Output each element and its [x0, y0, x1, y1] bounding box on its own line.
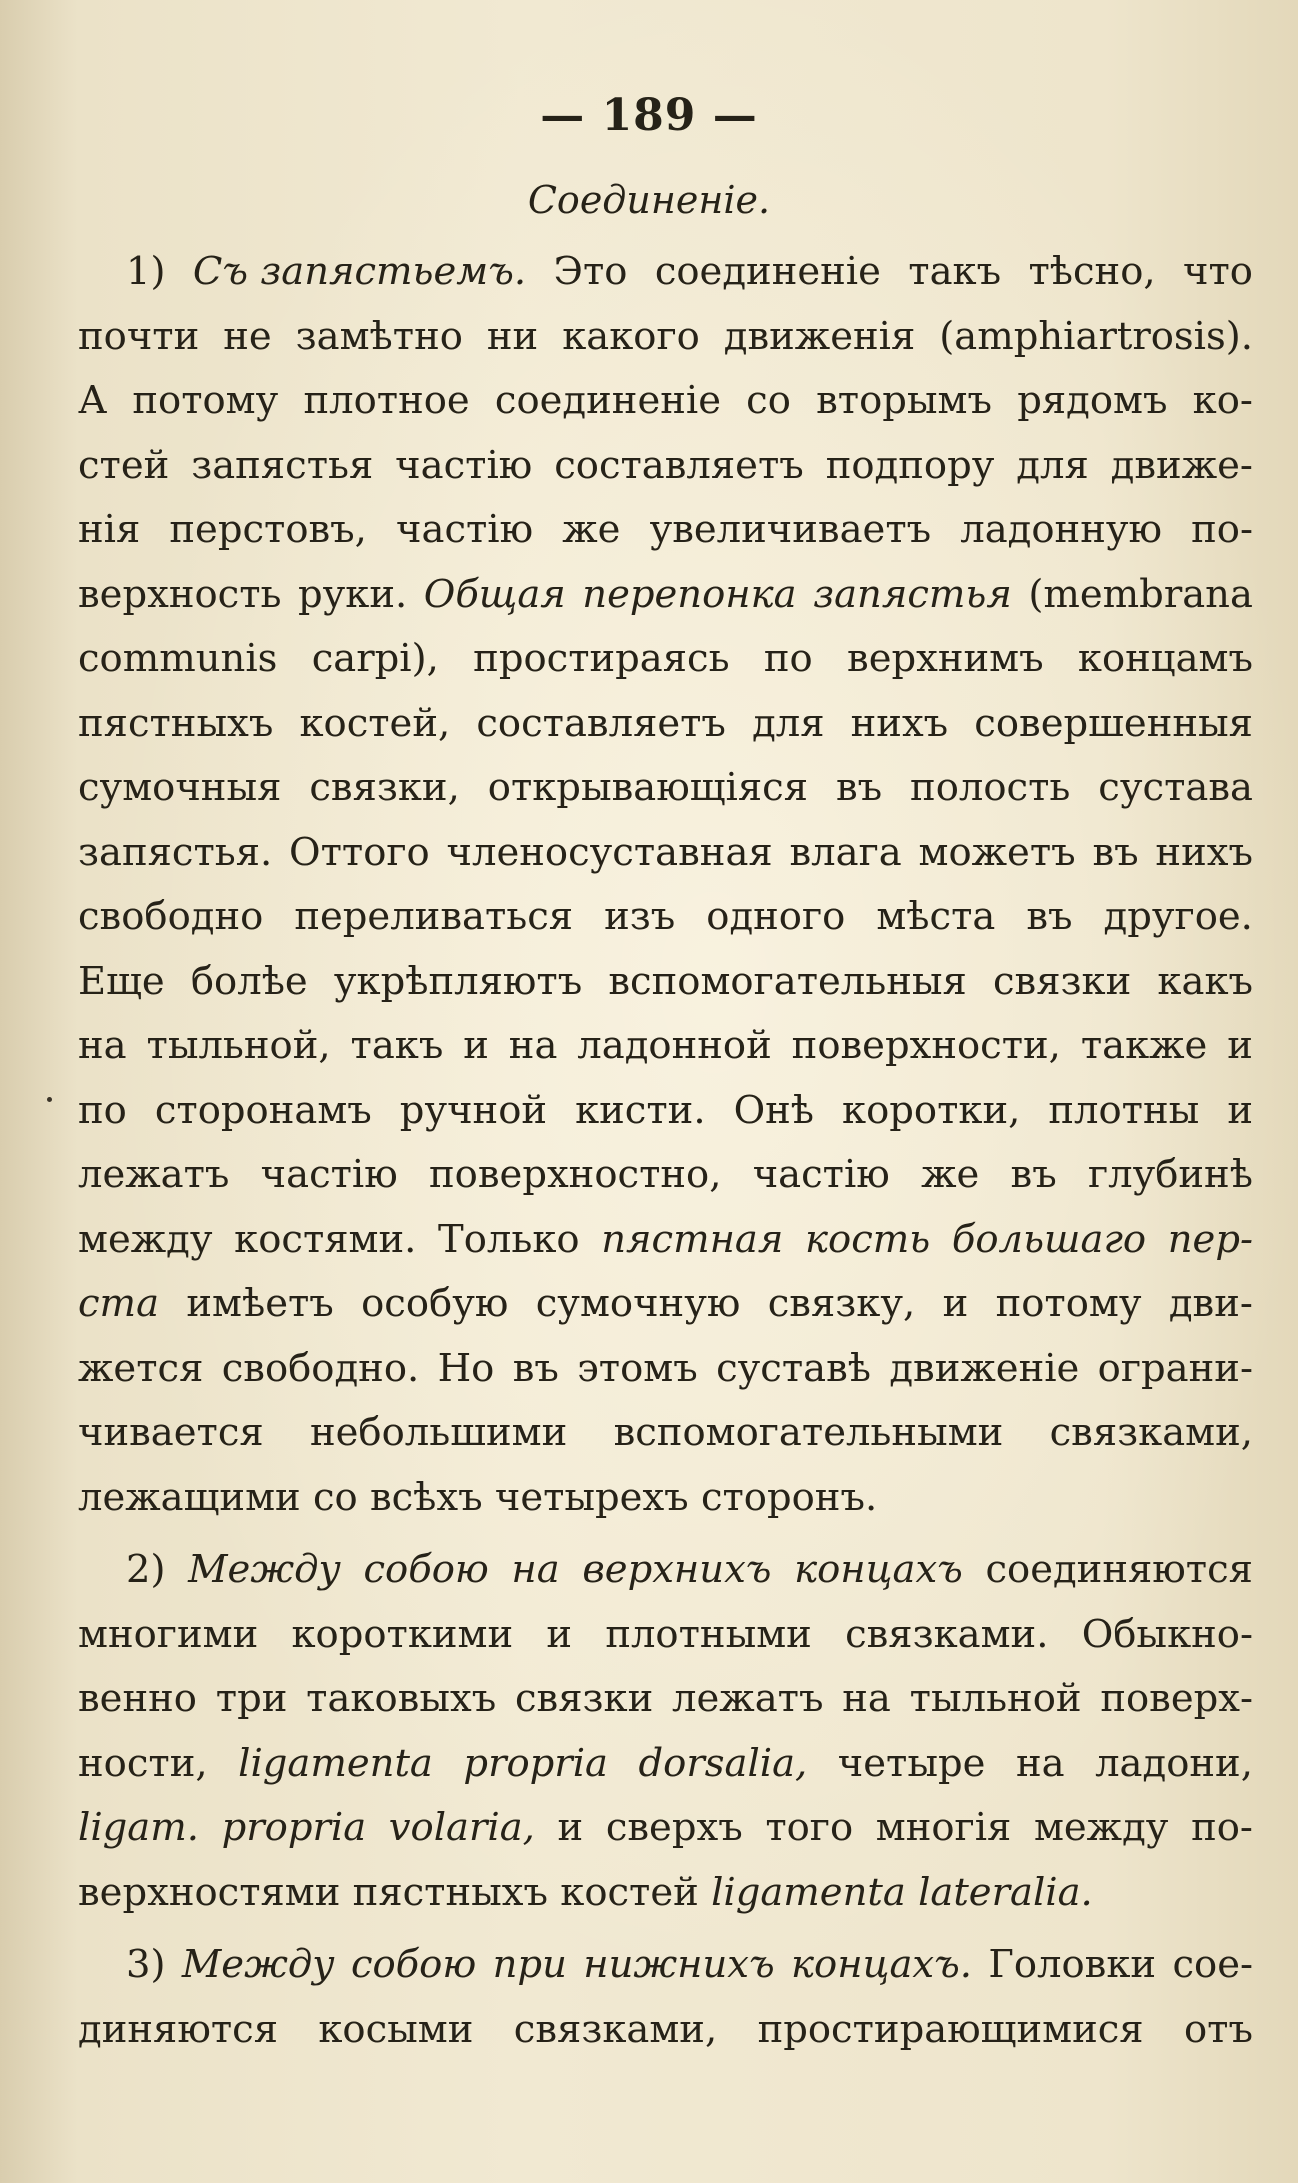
ink-speck	[47, 1097, 52, 1102]
text-line: почти не замѣтно ни какого движенія (amphiartrosis).	[78, 313, 1253, 359]
text-line: венно три таковыхъ связки лежатъ на тыльной поверх-	[78, 1676, 1253, 1721]
text-line: 2) Между собою на верхнихъ концахъ соединяются	[126, 1547, 1253, 1592]
text-line: жется свободно. Но въ этомъ суставѣ движеніе ограни-	[78, 1345, 1253, 1391]
text-line: А потому плотное соединеніе со вторымъ рядомъ ко-	[78, 378, 1253, 423]
page-number: — 189 —	[540, 90, 758, 141]
text-line: диняются косыми связками, простирающимися отъ	[78, 2006, 1253, 2052]
text-line: ligam. propria volaria, и сверхъ того многія между по-	[78, 1805, 1253, 1850]
text-line: лежатъ частію поверхностно, частію же въ глубинѣ	[78, 1152, 1253, 1197]
text-line: верхностями пястныхъ костей ligamenta lateralia.	[78, 1869, 1093, 1915]
text-line: многими короткими и плотными связками. Обыкно-	[78, 1611, 1253, 1657]
text-line: 1) Съ запястьемъ. Это соединеніе такъ тѣсно, что	[126, 249, 1253, 294]
body-text	[78, 240, 1253, 2062]
text-line: пястныхъ костей, составляетъ для нихъ совершенныя	[78, 700, 1253, 746]
text-line: между костями. Только пястная кость большаго пер-	[78, 1216, 1253, 1262]
text-line: ста имѣетъ особую сумочную связку, и потому дви-	[78, 1281, 1253, 1326]
text-line: 3) Между собою при нижнихъ концахъ. Головки сое-	[126, 1942, 1253, 1987]
section-title: Соединеніе.	[527, 178, 771, 222]
text-line: по сторонамъ ручной кисти. Онѣ коротки, плотны и	[78, 1087, 1253, 1133]
text-line: communis carpi), простираясь по верхнимъ концамъ	[78, 636, 1253, 681]
text-line: стей запястья частію составляетъ подпору для движе-	[78, 442, 1253, 488]
text-line: ности, ligamenta propria dorsalia, четыре на ладони,	[78, 1740, 1253, 1786]
text-line: нія перстовъ, частію же увеличиваетъ ладонную по-	[78, 507, 1253, 552]
text-line: чивается небольшими вспомогательными связками,	[78, 1410, 1253, 1455]
text-line: Еще болѣе укрѣпляютъ вспомогательныя связки какъ	[78, 958, 1253, 1004]
text-line: запястья. Оттого членосуставная влага можетъ въ нихъ	[78, 829, 1253, 875]
text-line: верхность руки. Общая перепонка запястья (membrana	[78, 571, 1253, 617]
text-line: на тыльной, такъ и на ладонной поверхности, также и	[78, 1023, 1253, 1068]
text-line: свободно переливаться изъ одного мѣста въ другое.	[78, 894, 1253, 939]
text-line: лежащими со всѣхъ четырехъ сторонъ.	[78, 1474, 878, 1520]
text-line: сумочныя связки, открывающіяся въ полость сустава	[78, 765, 1253, 810]
